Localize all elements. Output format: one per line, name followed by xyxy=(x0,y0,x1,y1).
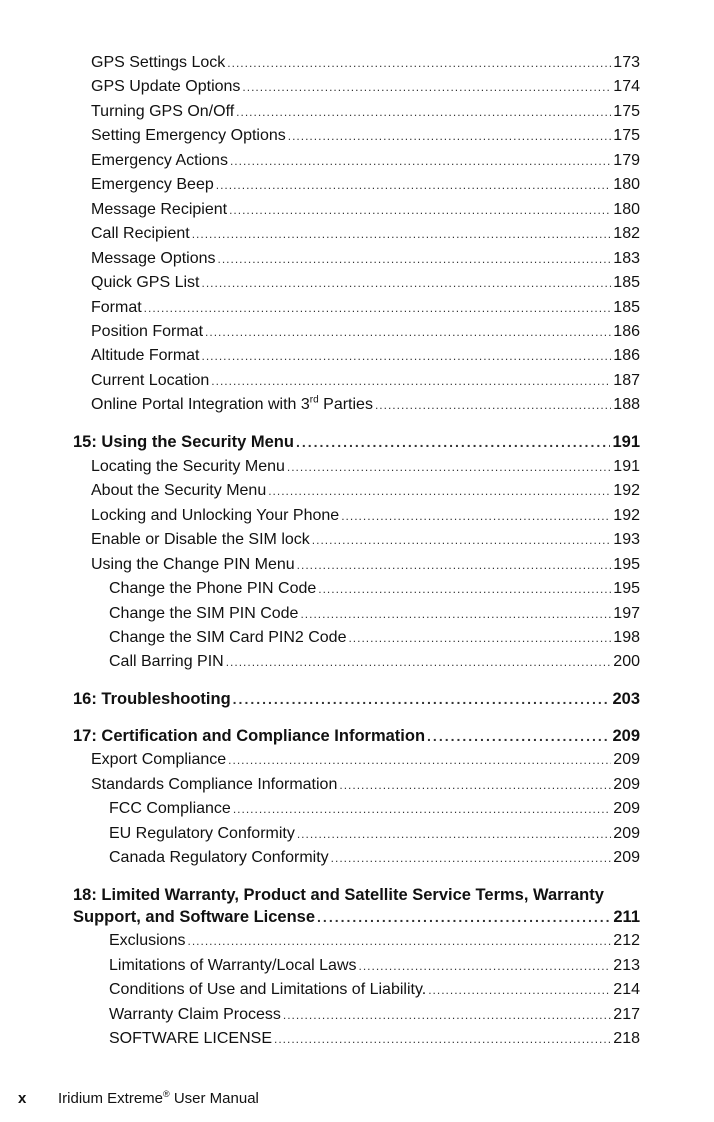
toc-subentry-limitations-warranty[interactable] xyxy=(109,954,640,978)
toc-entry-page: 192 xyxy=(613,482,640,499)
toc-entry-page: 183 xyxy=(613,250,640,267)
dot-leader xyxy=(211,369,611,393)
dot-leader xyxy=(317,905,611,929)
toc-entry-gps-settings-lock[interactable] xyxy=(91,51,640,75)
dot-leader xyxy=(227,51,611,75)
toc-entry-page: 187 xyxy=(613,372,640,389)
toc-chapter-page: 203 xyxy=(612,690,640,708)
toc-chapter-18-title-line1[interactable]: 18: Limited Warranty, Product and Satellite Service Terms, Warranty xyxy=(73,886,604,904)
toc-subentry-call-barring-pin[interactable] xyxy=(109,650,640,674)
toc-entry-about-security-menu[interactable] xyxy=(91,479,640,503)
toc-entry-title: EU Regulatory Conformity xyxy=(109,825,295,842)
toc-entry-standards-compliance[interactable] xyxy=(91,773,640,797)
dot-leader xyxy=(242,75,611,99)
toc-entry-title: Altitude Format xyxy=(91,347,200,364)
toc-entry-page: 179 xyxy=(613,152,640,169)
toc-entry-page: 200 xyxy=(613,653,640,670)
toc-entry-title: Standards Compliance Information xyxy=(91,776,338,793)
toc-entry-page: 209 xyxy=(613,825,640,842)
dot-leader xyxy=(192,222,612,246)
dot-leader xyxy=(233,687,611,711)
dot-leader xyxy=(341,504,611,528)
toc-entry-title: Conditions of Use and Limitations of Liability. xyxy=(109,981,427,998)
footer-manual-name: Iridium Extreme xyxy=(58,1090,164,1107)
toc-entry-title: About the Security Menu xyxy=(91,482,267,499)
toc-entry-locking-unlocking[interactable] xyxy=(91,504,640,528)
toc-chapter-page: 209 xyxy=(612,727,640,745)
dot-leader xyxy=(201,271,611,295)
toc-entry-online-portal[interactable] xyxy=(91,393,640,417)
toc-entry-title: Warranty Claim Process xyxy=(109,1006,281,1023)
toc-chapter-page: 191 xyxy=(612,433,640,451)
dot-leader xyxy=(187,929,611,953)
toc-entry-page: 209 xyxy=(613,776,640,793)
toc-entry-format[interactable] xyxy=(91,296,640,320)
toc-subentry-fcc-compliance[interactable] xyxy=(109,797,640,821)
dot-leader xyxy=(318,577,611,601)
toc-entry-page: 212 xyxy=(613,932,640,949)
page-footer xyxy=(18,1087,259,1111)
dot-leader xyxy=(297,822,611,846)
dot-leader xyxy=(339,773,611,797)
dot-leader xyxy=(268,479,611,503)
dot-leader xyxy=(218,247,612,271)
toc-chapter-title: Support, and Software License xyxy=(73,908,316,926)
toc-entry-page: 185 xyxy=(613,274,640,291)
toc-entry-title: Enable or Disable the SIM lock xyxy=(91,531,310,548)
toc-entry-page: 174 xyxy=(613,78,640,95)
toc-entry-page: 209 xyxy=(613,800,640,817)
dot-leader xyxy=(359,954,612,978)
toc-entry-title: Format xyxy=(91,299,142,316)
toc-entry-title: Change the SIM PIN Code xyxy=(109,605,299,622)
toc-chapter-16[interactable] xyxy=(73,687,640,711)
toc-entry-title: Message Recipient xyxy=(91,201,228,218)
toc-entry-title: Limitations of Warranty/Local Laws xyxy=(109,957,357,974)
dot-leader xyxy=(287,455,611,479)
toc-subentry-canada-conformity[interactable] xyxy=(109,846,640,870)
toc-entry-title: Setting Emergency Options xyxy=(91,127,286,144)
toc-entry-title: SOFTWARE LICENSE xyxy=(109,1030,272,1047)
toc-entry-message-options[interactable] xyxy=(91,247,640,271)
toc-entry-turning-gps[interactable] xyxy=(91,100,640,124)
toc-entry-title: Call Barring PIN xyxy=(109,653,224,670)
toc-entry-page: 175 xyxy=(613,103,640,120)
toc-entry-page: 197 xyxy=(613,605,640,622)
dot-leader xyxy=(236,100,611,124)
toc-entry-title: Locking and Unlocking Your Phone xyxy=(91,507,340,524)
toc-entry-title: Quick GPS List xyxy=(91,274,200,291)
toc-entry-title: Online Portal Integration with 3rd Parties xyxy=(91,394,373,413)
toc-entry-message-recipient[interactable] xyxy=(91,198,640,222)
toc-entry-page: 218 xyxy=(613,1030,640,1047)
toc-chapter-title: 16: Troubleshooting xyxy=(73,690,231,708)
dot-leader xyxy=(288,124,612,148)
dot-leader xyxy=(233,797,611,821)
toc-chapter-page: 211 xyxy=(613,908,640,926)
toc-subentry-sim-pin[interactable] xyxy=(109,602,640,626)
toc-entry-page: 214 xyxy=(613,981,640,998)
toc-subentry-eu-conformity[interactable] xyxy=(109,822,640,846)
toc-entry-page: 180 xyxy=(613,201,640,218)
dot-leader xyxy=(216,173,612,197)
toc-entry-page: 195 xyxy=(613,580,640,597)
dot-leader xyxy=(300,602,611,626)
toc-entry-call-recipient[interactable] xyxy=(91,222,640,246)
toc-entry-title: Turning GPS On/Off xyxy=(91,103,235,120)
dot-leader xyxy=(331,846,612,870)
toc-entry-locating-security-menu[interactable] xyxy=(91,455,640,479)
dot-leader xyxy=(201,344,611,368)
toc-entry-page: 173 xyxy=(613,54,640,71)
toc-chapter-17[interactable] xyxy=(73,724,640,748)
toc-entry-change-pin-menu[interactable] xyxy=(91,553,640,577)
toc-subentry-conditions-of-use[interactable] xyxy=(109,978,640,1002)
dot-leader xyxy=(296,430,611,454)
toc-entry-emergency-beep[interactable] xyxy=(91,173,640,197)
toc-entry-page: 182 xyxy=(613,225,640,242)
dot-leader xyxy=(229,198,611,222)
toc-entry-setting-emergency-options[interactable] xyxy=(91,124,640,148)
toc-entry-current-location[interactable] xyxy=(91,369,640,393)
toc-entry-title: Change the SIM Card PIN2 Code xyxy=(109,629,347,646)
dot-leader xyxy=(226,650,612,674)
toc-subentry-warranty-claim[interactable] xyxy=(109,1003,640,1027)
toc-subentry-phone-pin[interactable] xyxy=(109,577,640,601)
toc-subentry-exclusions[interactable] xyxy=(109,929,640,953)
dot-leader xyxy=(205,320,611,344)
toc-entry-page: 209 xyxy=(613,751,640,768)
toc-entry-position-format[interactable] xyxy=(91,320,640,344)
toc-entry-page: 188 xyxy=(613,396,640,413)
toc-entry-page: 191 xyxy=(613,458,640,475)
registered-mark: ® xyxy=(163,1089,170,1099)
toc-subentry-software-license[interactable] xyxy=(109,1027,640,1051)
toc-entry-title: Change the Phone PIN Code xyxy=(109,580,317,597)
toc-chapter-15[interactable] xyxy=(73,430,640,454)
toc-entry-page: 213 xyxy=(613,957,640,974)
toc-entry-page: 185 xyxy=(613,299,640,316)
dot-leader xyxy=(427,724,610,748)
toc-chapter-title: 17: Certification and Compliance Information xyxy=(73,727,426,745)
toc-entry-export-compliance[interactable] xyxy=(91,748,640,772)
toc-entry-page: 175 xyxy=(613,127,640,144)
toc-entry-page: 192 xyxy=(613,507,640,524)
dot-leader xyxy=(144,296,612,320)
dot-leader xyxy=(375,393,611,417)
dot-leader xyxy=(230,149,611,173)
toc-entry-title: Emergency Actions xyxy=(91,152,228,169)
toc-subentry-sim-pin2[interactable] xyxy=(109,626,640,650)
footer-manual-suffix: User Manual xyxy=(169,1090,259,1107)
toc-entry-title: Locating the Security Menu xyxy=(91,458,285,475)
dot-leader xyxy=(297,553,612,577)
dot-leader xyxy=(312,528,612,552)
toc-entry-title: Using the Change PIN Menu xyxy=(91,556,295,573)
toc-entry-title: GPS Update Options xyxy=(91,78,241,95)
toc-entry-title: FCC Compliance xyxy=(109,800,231,817)
toc-entry-title: Emergency Beep xyxy=(91,176,214,193)
footer-page-number: x xyxy=(18,1090,27,1107)
toc-entry-page: 186 xyxy=(613,323,640,340)
toc-chapter-title: 15: Using the Security Menu xyxy=(73,433,294,451)
toc-entry-quick-gps-list[interactable] xyxy=(91,271,640,295)
toc-entry-page: 198 xyxy=(613,629,640,646)
toc-entry-gps-update-options[interactable] xyxy=(91,75,640,99)
toc-entry-page: 209 xyxy=(613,849,640,866)
dot-leader xyxy=(348,626,611,650)
toc-entry-title: Position Format xyxy=(91,323,204,340)
toc-entry-title: Exclusions xyxy=(109,932,186,949)
toc-entry-page: 193 xyxy=(613,531,640,548)
toc-entry-page: 195 xyxy=(613,556,640,573)
toc-entry-page: 217 xyxy=(613,1006,640,1023)
toc-entry-title: Call Recipient xyxy=(91,225,190,242)
toc-entry-page: 186 xyxy=(613,347,640,364)
toc-entry-title: Export Compliance xyxy=(91,751,227,768)
toc-entry-title: Message Options xyxy=(91,250,216,267)
toc-entry-title: GPS Settings Lock xyxy=(91,54,226,71)
dot-leader xyxy=(428,978,611,1002)
toc-entry-title: Canada Regulatory Conformity xyxy=(109,849,329,866)
toc-entry-page: 180 xyxy=(613,176,640,193)
dot-leader xyxy=(274,1027,611,1051)
toc-entry-title: Current Location xyxy=(91,372,210,389)
dot-leader xyxy=(283,1003,611,1027)
dot-leader xyxy=(228,748,611,772)
toc-entry-altitude-format[interactable] xyxy=(91,344,640,368)
toc-entry-sim-lock[interactable] xyxy=(91,528,640,552)
toc-chapter-18[interactable] xyxy=(73,905,640,929)
toc-entry-emergency-actions[interactable] xyxy=(91,149,640,173)
